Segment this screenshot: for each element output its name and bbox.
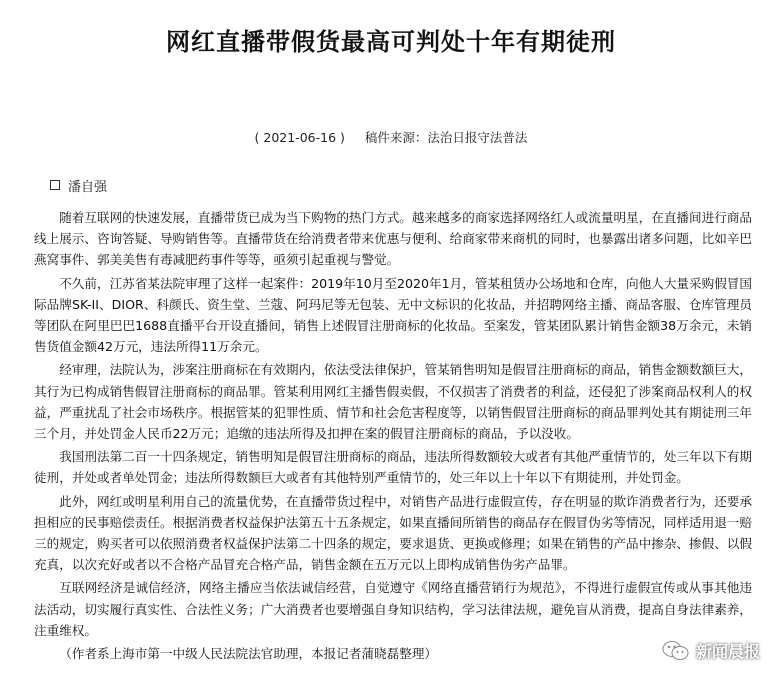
publish-date: ( 2021-06-16 ) (254, 130, 345, 145)
source-name: 法治日报守法普法 (427, 130, 528, 145)
article-meta (0, 128, 782, 146)
paragraph: 经审理，法院认为，涉案注册商标在有效期内，依法受法律保护，管某销售明知是假冒注册商标的商品，销售金额数额巨大，其行为已构成销售假冒注册商标的商品罪。管某利用网红主播售假卖假，不仅损害了消费者的利益，还侵犯了涉案商品权利人的权益，严重扰乱了社会市场秩序。根据管某的犯罪性质、情节和社会危害程度等，以销售假冒注册商标的商品罪判处其有期徒刑三年三个月，并处罚金人民币22万元；追缴的违法所得及扣押在案的假冒注册商标的商品，予以没收。 (34, 362, 752, 442)
watermark-text: 新闻晨报 (695, 642, 760, 661)
watermark (662, 639, 760, 662)
paragraph: 互联网经济是诚信经济，网络主播应当依法诚信经营，自觉遵守《网络直播营销行为规范》，不得进行虚假宣传或从事其他违法活动，切实履行真实性、合法性义务；广大消费者也要增强自身知识结构，学习法律法规，避免盲从消费，提高自身法律素养，注重维权。 (34, 580, 752, 638)
paragraph: 随着互联网的快速发展，直播带货已成为当下购物的热门方式。越来越多的商家选择网络红人或流量明星，在直播间进行商品线上展示、咨询答疑、导购销售等。直播带货在给消费者带来优惠与便利、给商家带来商机的同时，也暴露出诸多问题，比如辛巴燕窝事件、郭美美售有毒减肥药事件等等，亟须引起重视与警觉。 (34, 210, 752, 268)
square-bullet-icon (50, 180, 60, 190)
paragraph: 不久前，江苏省某法院审理了这样一起案件：2019年10月至2020年1月，管某租赁办公场地和仓库，向他人大量采购假冒国际品牌SK-II、DIOR、科颜氏、资生堂、兰蔻、阿玛尼等无包装、无中文标识的化妆品，并招聘网络主播、商品客服、仓库管理员等团队在阿里巴巴1688直播平台开设直播间，销售上述假冒注册商标的化妆品。至案发，管某团队累计销售金额38万余元，未销售货值金额42万元，违法所得11万余元。 (34, 275, 752, 355)
author-name: 潘自强 (68, 180, 108, 195)
paragraph: 我国刑法第二百一十四条规定，销售明知是假冒注册商标的商品，违法所得数额较大或者有其他严重情节的，处三年以下有期徒刑，并处或者单处罚金；违法所得数额巨大或者有其他特别严重情节的，处三年以上十年以下有期徒刑，并处罚金。 (34, 449, 752, 486)
wechat-icon (662, 640, 690, 662)
paragraph: 此外，网红或明星利用自己的流量优势，在直播带货过程中，对销售产品进行虚假宣传，存在明显的欺诈消费者行为，还要承担相应的民事赔偿责任。根据消费者权益保护法第五十五条规定，如果直播间所销售的商品存在假冒伪劣等情况，同样适用退一赔三的规定，购买者可以依照消费者权益保护法第二十四条的规定，要求退货、更换或修理；如果在销售的产品中掺杂、掺假、以假充真，以次充好或者以不合格产品冒充合格产品，销售金额在五万元以上即构成销售伪劣产品罪。 (34, 493, 752, 573)
article-body (34, 207, 752, 666)
article-title: 网红直播带假货最高可判处十年有期徒刑 (166, 27, 616, 56)
author-note: （作者系上海市第一中级人民法院法官助理，本报记者蒲晓磊整理） (59, 646, 437, 662)
source-label: 稿件来源： (364, 130, 428, 145)
author-line (50, 176, 107, 195)
